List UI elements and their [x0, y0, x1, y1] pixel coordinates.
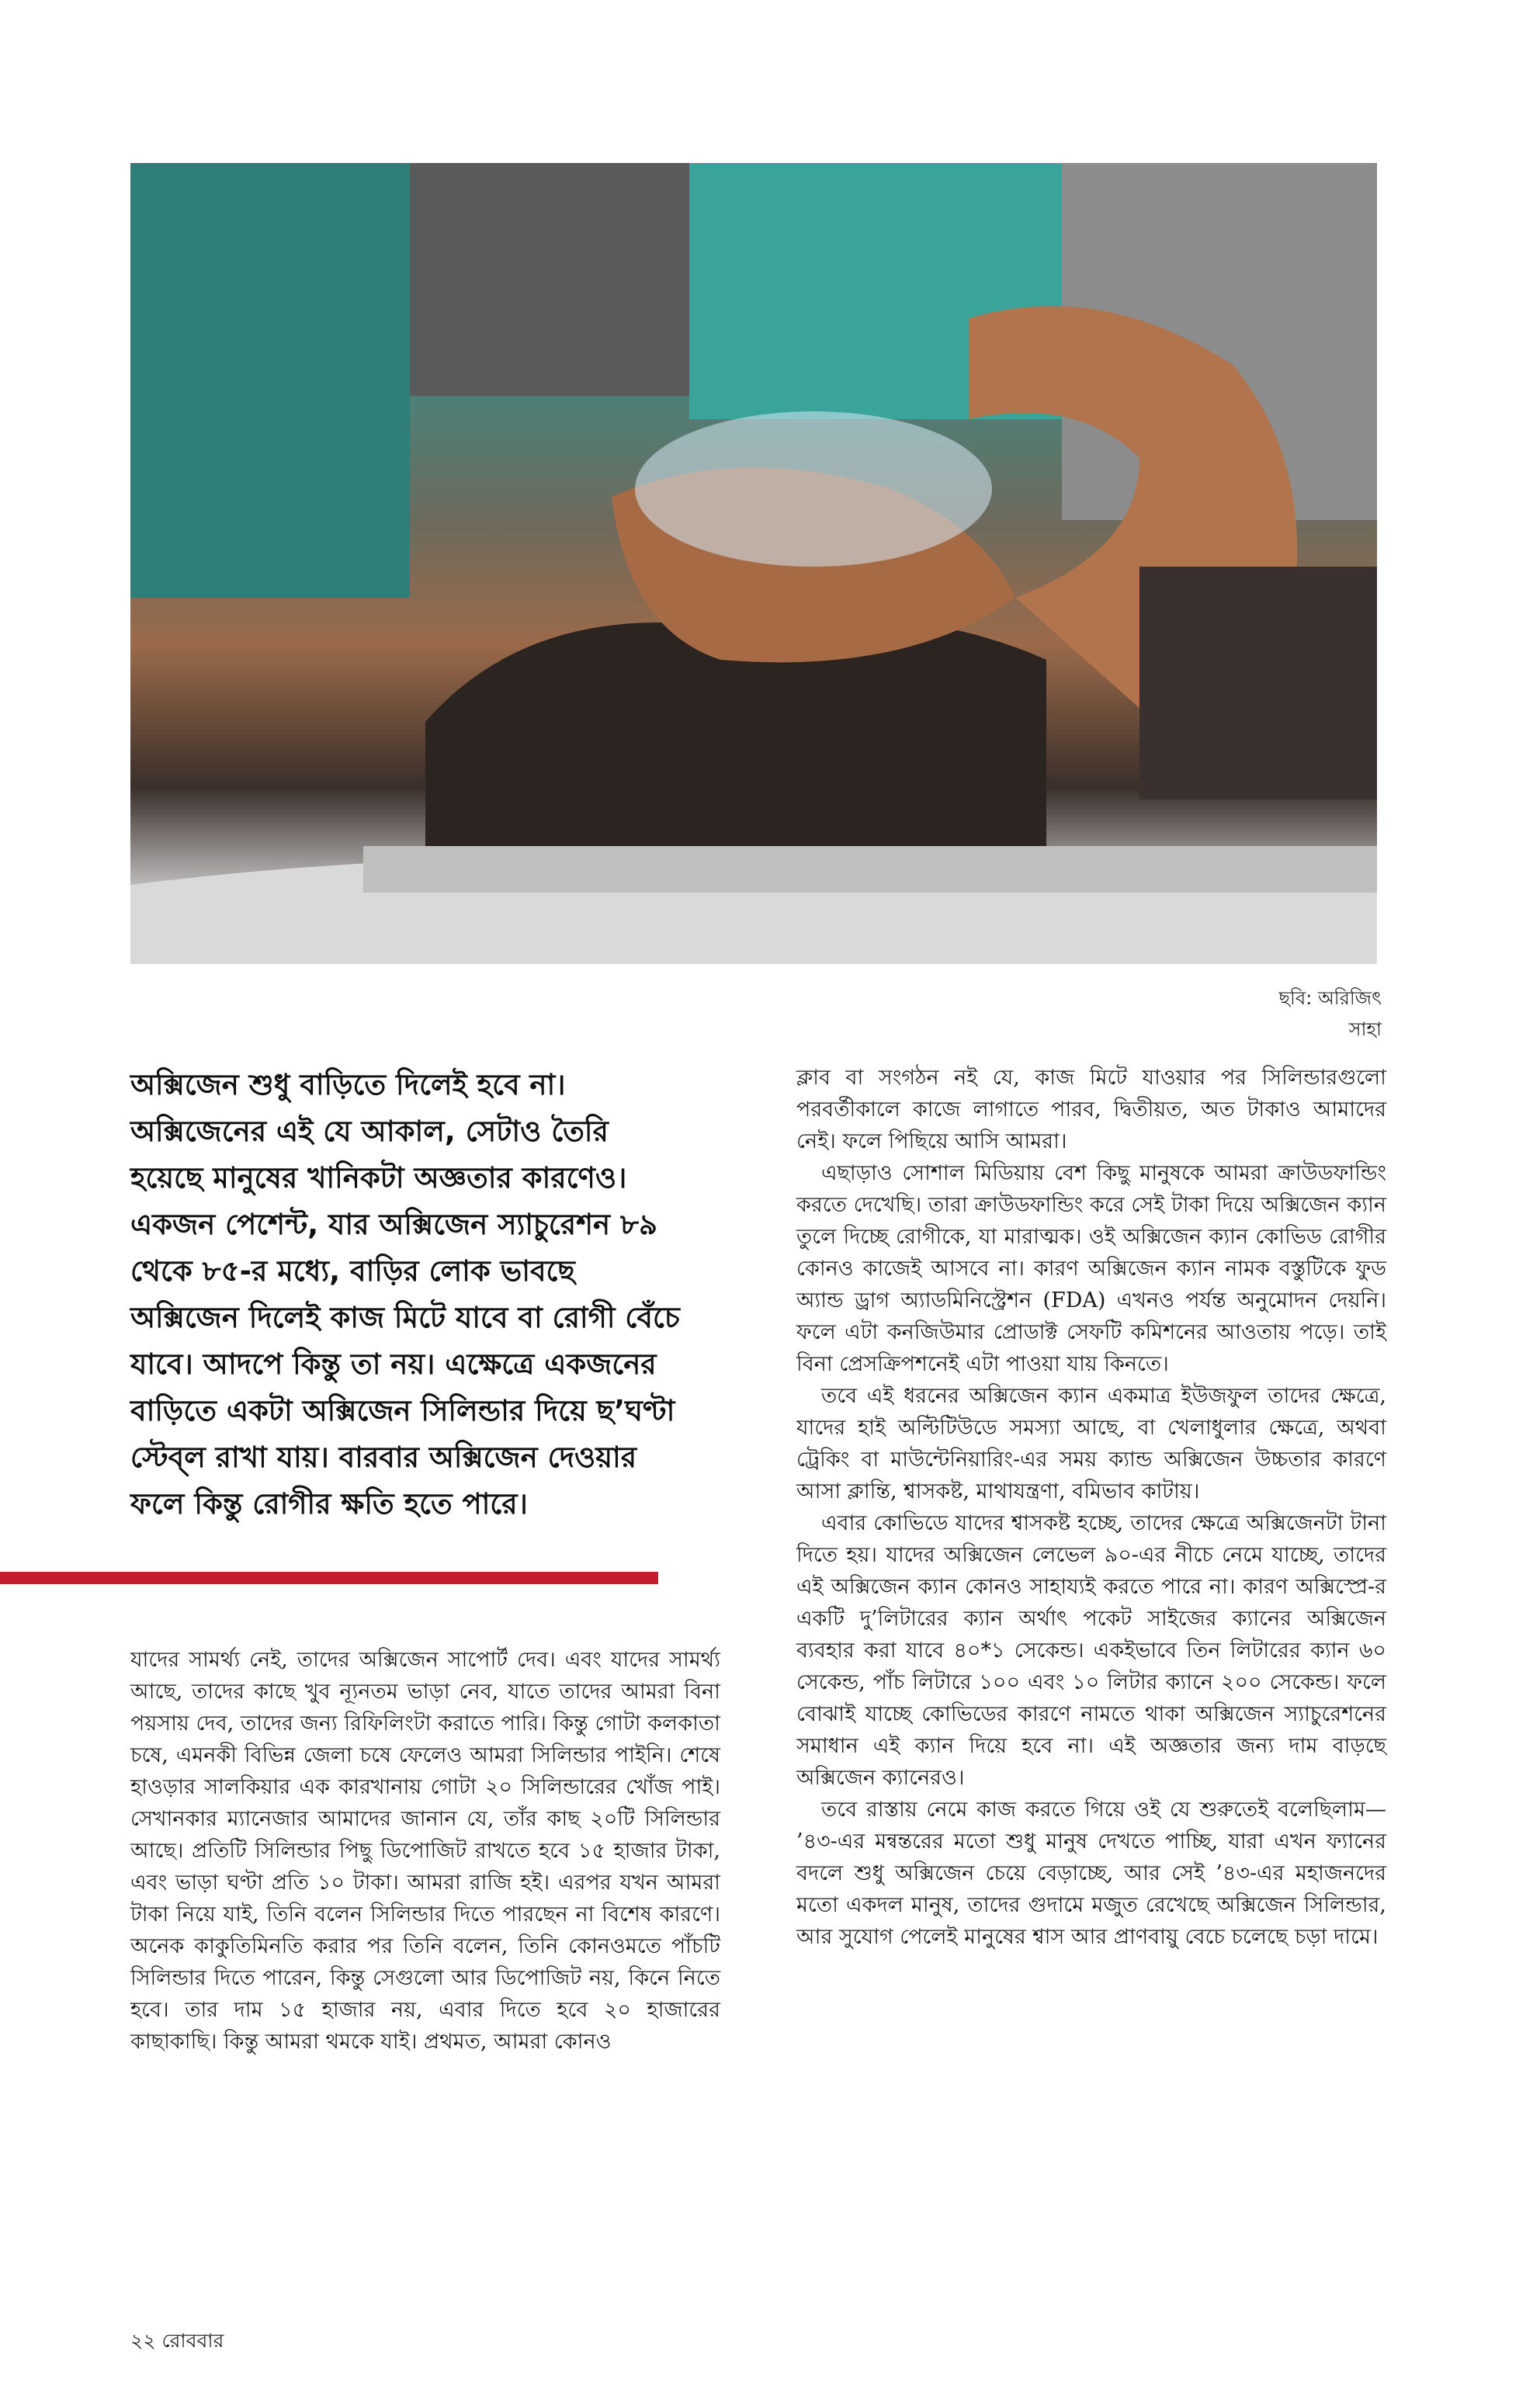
body-column-right: [796, 1062, 1386, 1953]
right-paragraph: তবে রাস্তায় নেমে কাজ করতে গিয়ে ওই যে শুরুতেই বলেছিলাম— ’৪৩-এর মন্বন্তরের মতো শুধু মানুষ দেখতে পাচ্ছি, যারা এখন ফ্যানের বদলে শুধু অক্সিজেন চেয়ে বেড়াচ্ছে, আর সেই ’৪৩-এর মহাজনদের মতো একদল মানুষ, তাদের গুদামে মজুত রেখেছে অক্সিজেন সিলিন্ডার, আর সুযোগ পেলেই মানুষের শ্বাস আর প্রাণবায়ু বেচে চলেছে চড়া দামে।: [796, 1798, 1386, 1949]
patient-photo-illustration: [130, 163, 1377, 964]
patient-photo: [130, 163, 1377, 964]
right-paragraph: এবার কোভিডে যাদের শ্বাসকষ্ট হচ্ছে, তাদের ক্ষেত্রে অক্সিজেনটা টানা দিতে হয়। যাদের অক্সিজেন লেভেল ৯০-এর নীচে নেমে যাচ্ছে, তাদের এই অক্সিজেন ক্যান কোনও সাহায্যই করতে পারে না। কারণ অক্সিস্প্রে-র একটি দু’লিটারের ক্যান অর্থাৎ পকেট সাইজের ক্যানের অক্সিজেন ব্যবহার করা যাবে ৪০*১ সেকেন্ড। একইভাবে তিন লিটারের ক্যান ৬০ সেকেন্ড, পাঁচ লিটারে ১০০ এবং ১০ লিটার ক্যানে ২০০ সেকেন্ড। ফলে বোঝাই যাচ্ছে কোভিডের কারণে নামতে থাকা অক্সিজেন স্যাচুরেশনের সমাধান এই ক্যান দিয়ে হবে না। এই অজ্ঞতার জন্য দাম বাড়ছে অক্সিজেন ক্যানেরও।: [796, 1511, 1386, 1790]
right-paragraph: এছাড়াও সোশাল মিডিয়ায় বেশ কিছু মানুষকে আমরা ক্রাউডফান্ডিং করতে দেখেছি। তারা ক্রাউডফান্ডিং করে সেই টাকা দিয়ে অক্সিজেন ক্যান তুলে দিচ্ছে রোগীকে, যা মারাত্মক। ওই অক্সিজেন ক্যান কোভিড রোগীর কোনও কাজেই আসবে না। কারণ অক্সিজেন ক্যান নামক বস্তুটিকে ফুড অ্যান্ড ড্রাগ অ্যাডমিনিস্ট্রেশন (FDA) এখনও পর্যন্ত অনুমোদন দেয়নি। ফলে এটা কনজিউমার প্রোডাক্ট সেফটি কমিশনের আওতায় পড়ে। তাই বিনা প্রেসক্রিপশনেই এটা পাওয়া যায় কিনতে।: [796, 1161, 1386, 1376]
right-paragraph: তবে এই ধরনের অক্সিজেন ক্যান একমাত্র ইউজফুল তাদের ক্ষেত্রে, যাদের হাই অল্টিটিউডে সমস্যা আছে, বা খেলাধুলার ক্ষেত্রে, অথবা ট্রেকিং বা মাউন্টেনিয়ারিং-এর সময় ক্যান্ড অক্সিজেন উচ্চতার কারণে আসা ক্লান্তি, শ্বাসকষ্ট, মাথাযন্ত্রণা, বমিভাব কাটায়।: [796, 1384, 1386, 1503]
photo-credit: ছবি: অরিজিৎ সাহা: [1278, 987, 1382, 1040]
body-column-left: [130, 1644, 720, 2058]
right-paragraph: ক্লাব বা সংগঠন নই যে, কাজ মিটে যাওয়ার পর সিলিন্ডারগুলো পরবর্তীকালে কাজে লাগাতে পারব, দ্বিতীয়ত, অত টাকাও আমাদের নেই। ফলে পিছিয়ে আসি আমরা।: [796, 1066, 1386, 1153]
pull-quote-text: অক্সিজেন শুধু বাড়িতে দিলেই হবে না। অক্সিজেনের এই যে আকাল, সেটাও তৈরি হয়েছে মানুষের খানিকটা অজ্ঞতার কারণেও। একজন পেশেন্ট, যার অক্সিজেন স্যাচুরেশন ৮৯ থেকে ৮৫-র মধ্যে, বাড়ির লোক ভাবছে অক্সিজেন দিলেই কাজ মিটে যাবে বা রোগী বেঁচে যাবে। আদপে কিন্তু তা নয়। এক্ষেত্রে একজনের বাড়িতে একটা অক্সিজেন সিলিন্ডার দিয়ে ছ’ঘণ্টা স্টেব্‌ল রাখা যায়। বারবার অক্সিজেন দেওয়ার ফলে কিন্তু রোগীর ক্ষতি হতে পারে।: [130, 1068, 680, 1521]
page-folio: ২২ রোববার: [130, 2329, 224, 2352]
left-paragraph: যাদের সামর্থ্য নেই, তাদের অক্সিজেন সাপোর্ট দেব। এবং যাদের সামর্থ্য আছে, তাদের কাছে খুব ন্যূনতম ভাড়া নেব, যাতে তাদের আমরা বিনা পয়সায় দেব, তাদের জন্য রিফিলিংটা করাতে পারি। কিন্তু গোটা কলকাতা চষে, এমনকী বিভিন্ন জেলা চষে ফেলেও আমরা সিলিন্ডার পাইনি। শেষে হাওড়ার সালকিয়ার এক কারখানায় গোটা ২০ সিলিন্ডারের খোঁজ পাই। সেখানকার ম্যানেজার আমাদের জানান যে, তাঁর কাছ ২০টি সিলিন্ডার আছে। প্রতিটি সিলিন্ডার পিছু ডিপোজিট রাখতে হবে ১৫ হাজার টাকা, এবং ভাড়া ঘণ্টা প্রতি ১০ টাকা। আমরা রাজি হই। এরপর যখন আমরা টাকা নিয়ে যাই, তিনি বলেন সিলিন্ডার দিতে পারছেন না বিশেষ কারণে। অনেক কাকুতিমিনতি করার পর তিনি বলেন, তিনি কোনওমতে পাঁচটি সিলিন্ডার দিতে পারেন, কিন্তু সেগুলো আর ডিপোজিট নয়, কিনে নিতে হবে। তার দাম ১৫ হাজার নয়, এবার দিতে হবে ২০ হাজারের কাছাকাছি। কিন্তু আমরা থমকে যাই। প্রথমত, আমরা কোনও: [130, 1648, 720, 2054]
red-divider-rule: [0, 1572, 658, 1584]
pull-quote: [130, 1062, 689, 1528]
